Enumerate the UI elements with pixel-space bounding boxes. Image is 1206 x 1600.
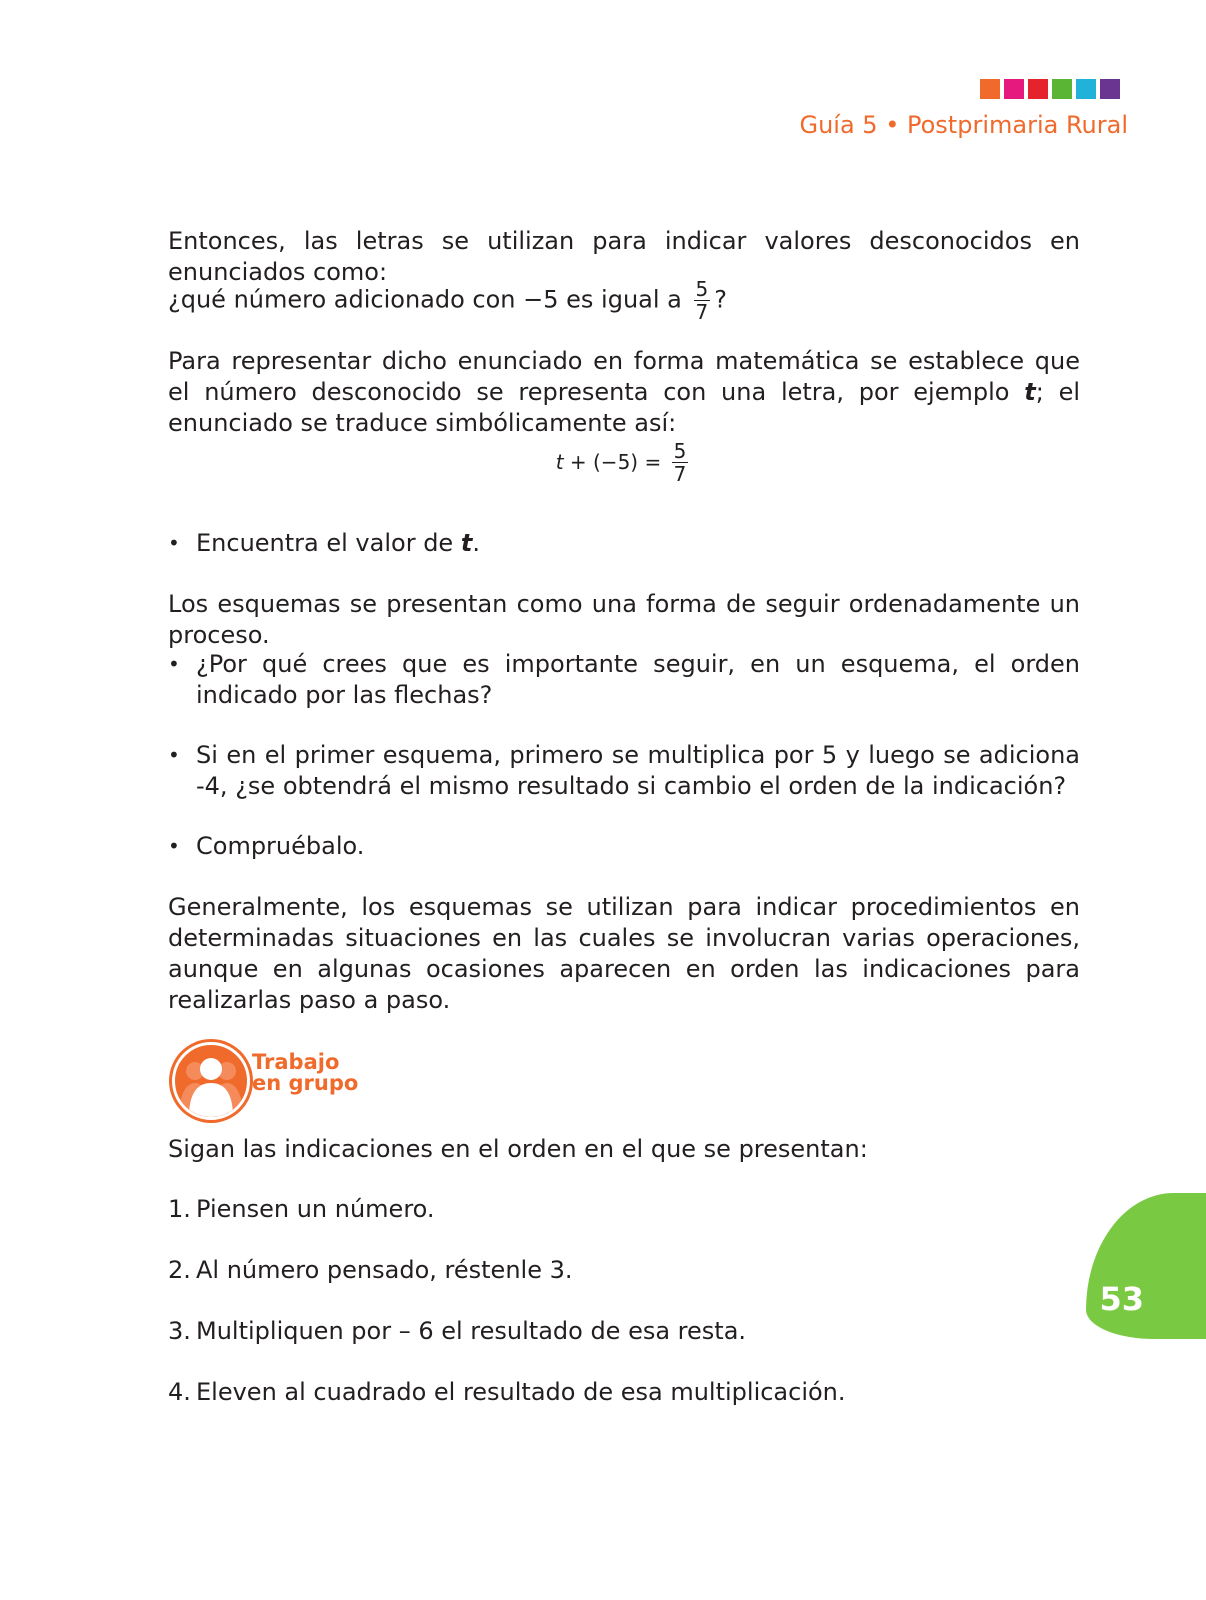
paragraph-schemes: Los esquemas se presentan como una forma de seguir ordenadamente un proceso. xyxy=(168,590,1080,649)
bullet-find-t-end: . xyxy=(472,529,480,557)
equation-operator: + (−5) = xyxy=(563,450,662,474)
step-number: 3. xyxy=(168,1317,191,1345)
color-squares xyxy=(980,79,1120,99)
step-text: Al número pensado, réstenle 3. xyxy=(196,1256,573,1284)
bullet-icon: • xyxy=(168,531,180,555)
step-number: 4. xyxy=(168,1378,191,1406)
equation-numerator: 5 xyxy=(673,439,687,463)
step-item xyxy=(168,1377,1080,1408)
fraction-5-7 xyxy=(694,278,711,323)
paragraph-generally: Generalmente, los esquemas se utilizan para indicar procedimientos en determinadas situaciones en las cuales se involucran varias operaciones, aunque en algunas ocasiones aparecen en orden las indicaciones para realizarlas paso a paso. xyxy=(168,893,1080,1014)
paragraph-intro: Entonces, las letras se utilizan para indicar valores desconocidos en enunciados como: xyxy=(168,227,1080,286)
equation-variable: t xyxy=(555,450,564,474)
step-text: Piensen un número. xyxy=(196,1195,435,1223)
bullet-text: ¿Por qué crees que es importante seguir, en un esquema, el orden indicado por las flechas? xyxy=(196,650,1080,709)
color-square-orange xyxy=(980,79,1000,99)
color-square-green xyxy=(1052,79,1072,99)
bullet-text: Si en el primer esquema, primero se multiplica por 5 y luego se adiciona -4, ¿se obtendrá el mismo resultado si cambio el orden de la indicación? xyxy=(196,741,1080,800)
section-label: Postprimaria Rural xyxy=(907,111,1128,139)
bullet-arrows-question xyxy=(168,649,1080,711)
group-work-line1: Trabajo xyxy=(252,1050,340,1074)
paragraph-follow-steps: Sigan las indicaciones en el orden en el que se presentan: xyxy=(168,1135,868,1163)
paragraph-representation-text: Para representar dicho enunciado en forma matemática se establece que el número desconocido se representa con una letra, por ejemplo xyxy=(168,347,1080,406)
group-work-icon xyxy=(172,1042,250,1120)
bullet-variable-t: t xyxy=(460,529,473,557)
bullet-check xyxy=(168,831,1080,862)
step-text: Eleven al cuadrado el resultado de esa multiplicación. xyxy=(196,1378,846,1406)
running-header xyxy=(799,111,1128,139)
step-number: 2. xyxy=(168,1256,191,1284)
bullet-text: Compruébalo. xyxy=(196,832,365,860)
question-mark: ? xyxy=(714,285,727,314)
step-item xyxy=(168,1194,1080,1225)
fraction-numerator: 5 xyxy=(695,277,709,301)
bullet-icon: • xyxy=(168,834,180,858)
group-work-line2: en grupo xyxy=(252,1071,359,1095)
fraction-denominator: 7 xyxy=(695,300,709,324)
color-square-magenta xyxy=(1004,79,1024,99)
header-separator: • xyxy=(885,111,900,139)
equation-denominator: 7 xyxy=(673,462,687,486)
equation xyxy=(168,440,1080,485)
bullet-icon: • xyxy=(168,652,180,676)
color-square-cyan xyxy=(1076,79,1096,99)
step-item xyxy=(168,1316,1080,1347)
paragraph-representation xyxy=(168,346,1080,439)
group-work-label xyxy=(252,1052,358,1094)
step-number: 1. xyxy=(168,1195,191,1223)
bullet-find-t xyxy=(168,528,1080,559)
step-item xyxy=(168,1255,1080,1286)
question-line xyxy=(168,278,1080,323)
bullet-icon: • xyxy=(168,743,180,767)
paragraph-representation-tail: ; el enunciado se traduce simbólicamente así: xyxy=(168,378,1080,437)
guide-label: Guía 5 xyxy=(799,111,878,139)
bullet-find-t-text: Encuentra el valor de xyxy=(196,529,461,557)
equation-lhs xyxy=(556,447,662,478)
page-number: 53 xyxy=(1099,1280,1144,1318)
color-square-red xyxy=(1028,79,1048,99)
step-text: Multipliquen por – 6 el resultado de esa resta. xyxy=(196,1317,747,1345)
bullet-order-question xyxy=(168,740,1080,802)
group-people-icon xyxy=(175,1045,247,1117)
question-text: ¿qué número adicionado con −5 es igual a xyxy=(168,285,682,314)
variable-t: t xyxy=(1024,378,1036,406)
equation-fraction xyxy=(672,440,689,485)
color-square-purple xyxy=(1100,79,1120,99)
bullet-text xyxy=(196,528,1080,559)
